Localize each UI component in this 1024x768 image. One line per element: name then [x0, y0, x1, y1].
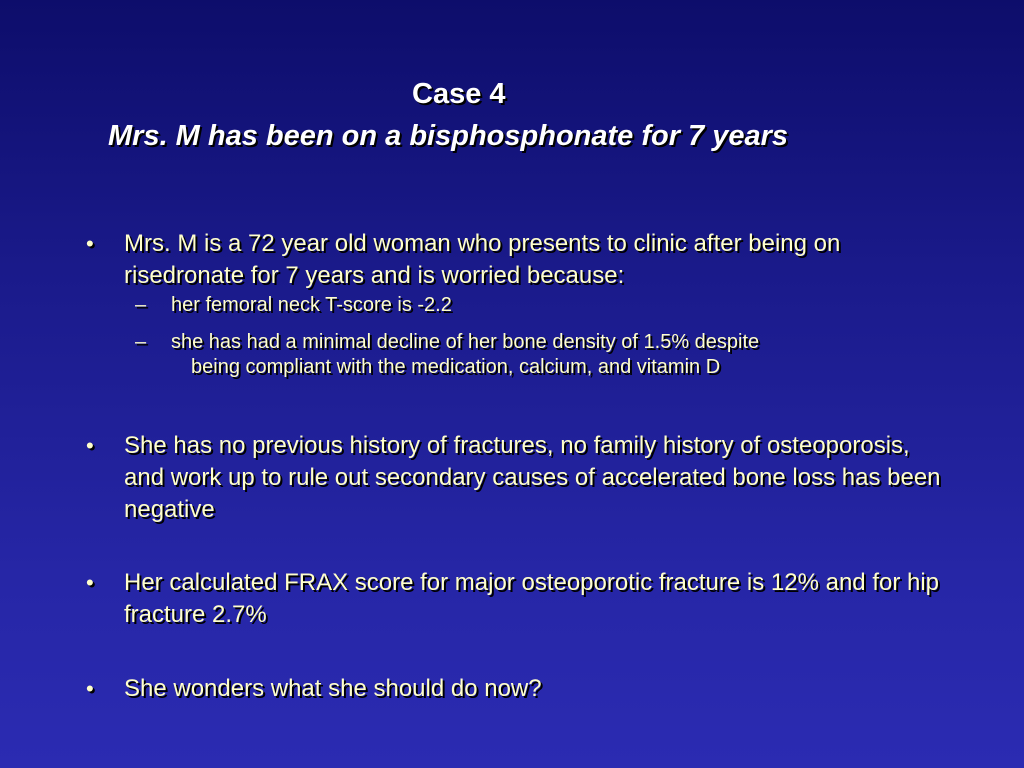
sub-bullet-text: her femoral neck T-score is -2.2	[171, 294, 452, 316]
bullet-text: Her calculated FRAX score for major osteoporotic fracture is 12% and for hip fracture 2.7%	[124, 569, 940, 628]
bullet-item	[86, 673, 956, 705]
sub-bullet-continuation: being compliant with the medication, calcium, and vitamin D	[191, 356, 721, 378]
bullet-dot: •	[86, 570, 94, 595]
bullet-dot: •	[86, 676, 94, 701]
sub-bullet-text: she has had a minimal decline of her bone density of 1.5% despite	[171, 331, 760, 353]
bullet-text: Mrs. M is a 72 year old woman who presents to clinic after being on risedronate for 7 years and is worried because:	[124, 230, 841, 289]
sub-bullet-dash: –	[135, 331, 147, 353]
bullet-dot: •	[86, 433, 94, 458]
bullet-dot: •	[86, 231, 94, 256]
sub-bullet-dash: –	[135, 294, 147, 316]
bullet-item	[86, 430, 956, 526]
bullet-item	[86, 228, 956, 292]
sub-bullet-item	[135, 330, 935, 380]
sub-bullet-item	[135, 293, 935, 318]
bullet-item	[86, 567, 956, 631]
title-subtitle: Mrs. M has been on a bisphosphonate for 7 years	[108, 120, 789, 152]
bullet-text: She wonders what she should do now?	[124, 675, 542, 702]
title-case-number: Case 4	[412, 78, 506, 110]
bullet-text: She has no previous history of fractures, no family history of osteoporosis, and work up to rule out secondary causes of accelerated bone loss has been negative	[124, 432, 941, 523]
